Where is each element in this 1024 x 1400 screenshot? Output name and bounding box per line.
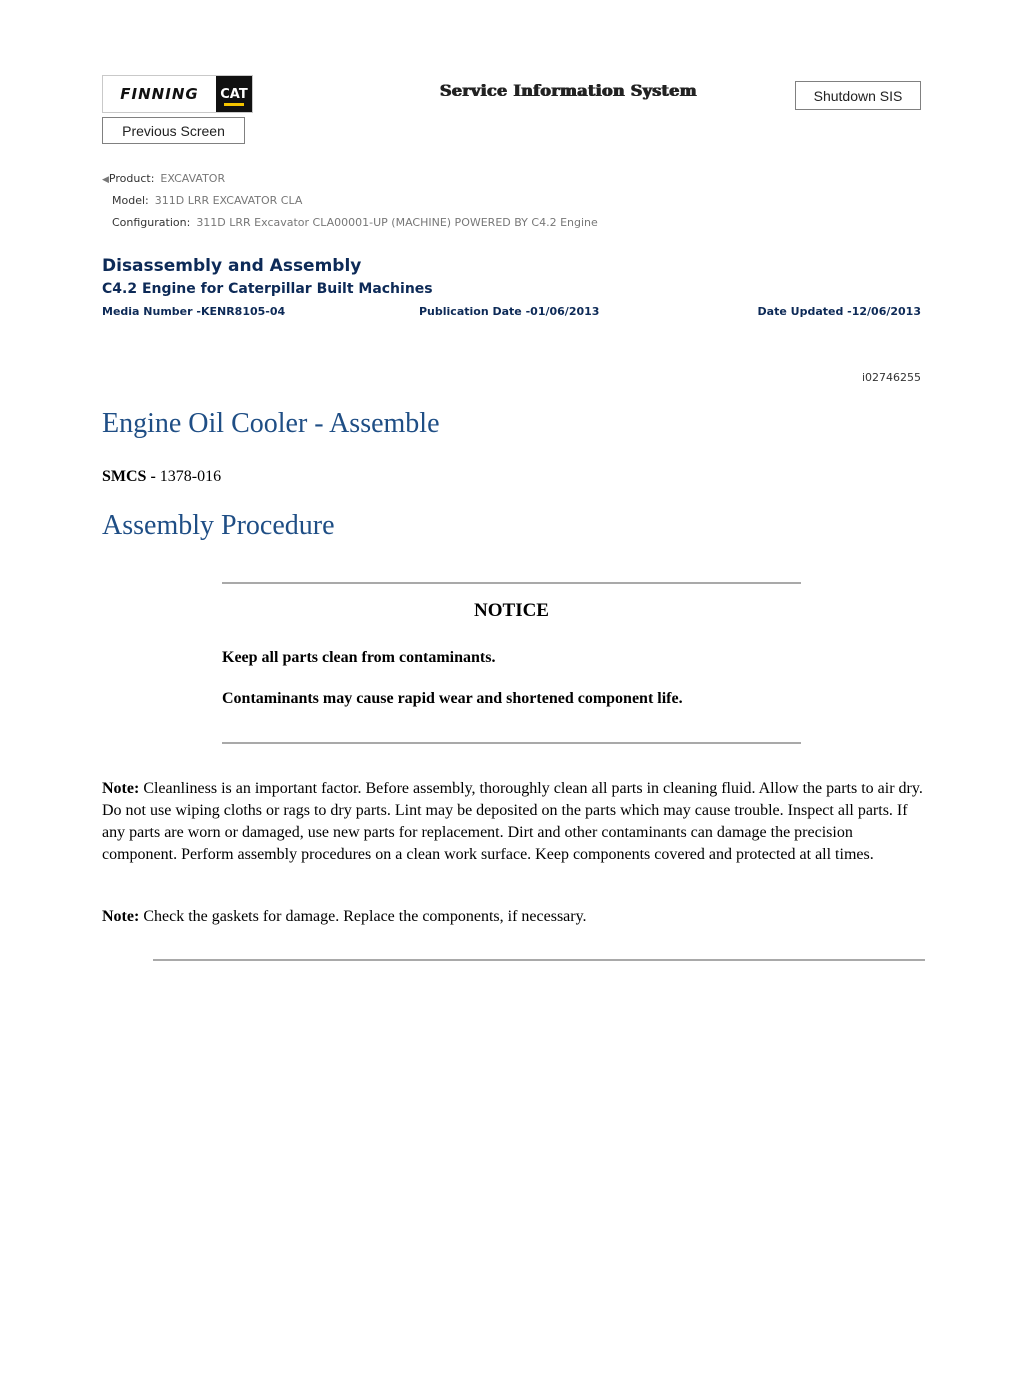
media-number: Media Number -KENR8105-04	[102, 305, 286, 318]
notice-divider-top	[222, 582, 801, 584]
back-arrow-icon[interactable]: ◀	[102, 175, 109, 185]
product-value: EXCAVATOR	[160, 172, 226, 185]
note-label: Note:	[102, 780, 140, 797]
note-text: Check the gaskets for damage. Replace the components, if necessary.	[143, 908, 587, 925]
notice-divider-bottom	[222, 742, 801, 744]
note-label: Note:	[102, 908, 140, 925]
app-title: Service Information System	[440, 81, 697, 100]
smcs-value: 1378-016	[159, 468, 222, 485]
manual-subtitle: C4.2 Engine for Caterpillar Built Machines	[102, 281, 433, 297]
manual-title: Disassembly and Assembly	[102, 256, 362, 276]
footer-divider	[153, 959, 925, 961]
note-paragraph	[102, 778, 924, 866]
document-id: i02746255	[861, 371, 921, 384]
shutdown-sis-button[interactable]: Shutdown SIS	[795, 81, 921, 110]
product-info	[102, 172, 225, 185]
section-title: Assembly Procedure	[102, 510, 335, 541]
note-paragraph	[102, 906, 924, 928]
notice-heading: NOTICE	[474, 600, 549, 621]
note-text: Cleanliness is an important factor. Before assembly, thoroughly clean all parts in cleaning fluid. Allow the parts to air dry. Do not use wiping cloths or rags to dry parts. Lint may be deposited on the parts which may cause trouble. Inspect all parts. If any parts are worn or damaged, use new parts for replacement. Dirt and other contaminants can damage the precision component. Perform assembly procedures on a clean work surface. Keep components covered and protected at all times.	[102, 780, 923, 863]
model-value: 311D LRR EXCAVATOR CLA	[154, 194, 303, 207]
finning-cat-logo	[102, 75, 253, 113]
previous-screen-button[interactable]: Previous Screen	[102, 117, 245, 144]
notice-line: Contaminants may cause rapid wear and shortened component life.	[222, 690, 683, 707]
notice-line: Keep all parts clean from contaminants.	[222, 649, 496, 666]
config-label: Configuration:	[112, 216, 191, 229]
finning-logo-text: FINNING	[120, 85, 199, 103]
cat-logo-mark: CAT	[216, 76, 252, 112]
model-label: Model:	[112, 194, 149, 207]
page-title: Engine Oil Cooler - Assemble	[102, 408, 440, 439]
smcs-code	[102, 468, 221, 486]
smcs-label: SMCS -	[102, 468, 156, 485]
model-info	[112, 194, 302, 207]
publication-date: Publication Date -01/06/2013	[419, 305, 600, 318]
configuration-info	[112, 216, 598, 229]
product-label: Product:	[108, 172, 155, 185]
config-value: 311D LRR Excavator CLA00001-UP (MACHINE) POWERED BY C4.2 Engine	[196, 216, 598, 229]
date-updated: Date Updated -12/06/2013	[757, 305, 921, 318]
